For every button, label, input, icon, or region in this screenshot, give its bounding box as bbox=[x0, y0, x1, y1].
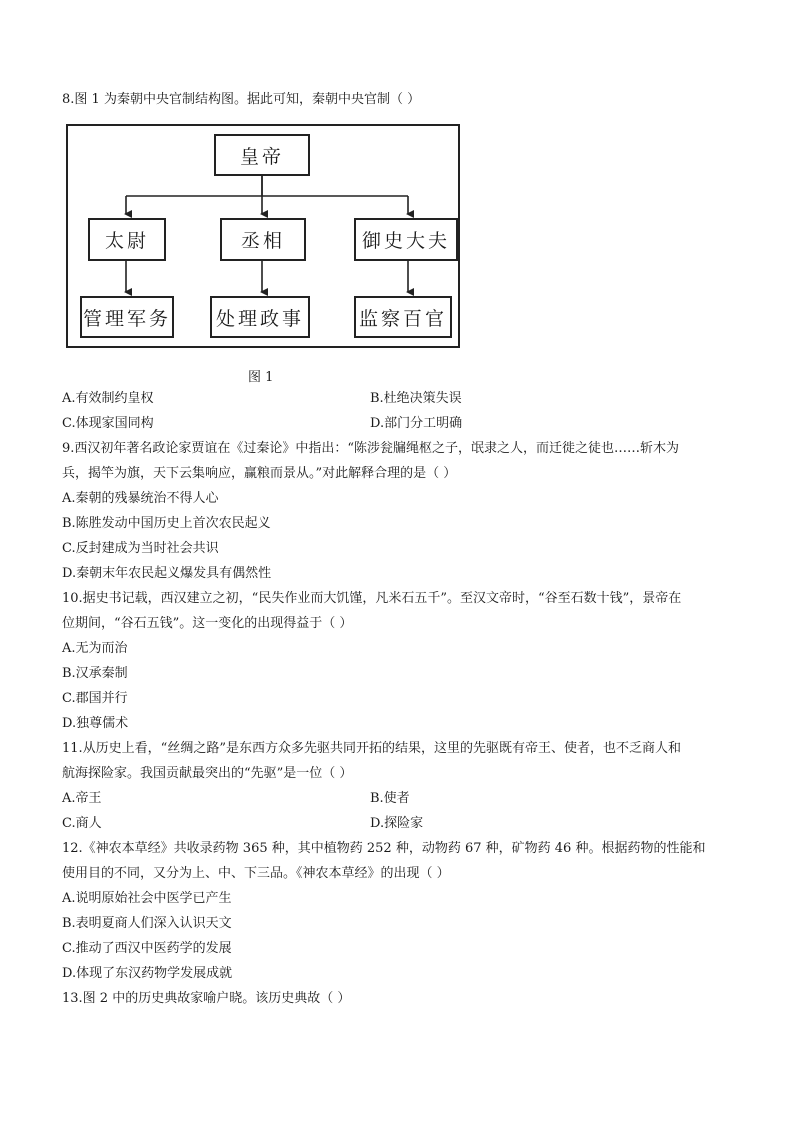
q11-option-a: A.帝王 bbox=[62, 791, 102, 806]
q12-option-b: B.表明夏商人们深入认识天文 bbox=[62, 916, 232, 931]
chart-node-yushidafu: 御史大夫 bbox=[354, 218, 458, 261]
figure-caption: 图 1 bbox=[248, 370, 274, 385]
q12-stem-line1: 12.《神农本草经》共收录药物 365 种，其中植物药 252 种，动物药 67 种，矿物药 46 种。根据药物的性能和 bbox=[62, 841, 706, 856]
q10-option-c: C.郡国并行 bbox=[62, 691, 128, 706]
q9-option-a: A.秦朝的残暴统治不得人心 bbox=[62, 491, 219, 506]
chart-node-chengxiang: 丞相 bbox=[220, 218, 306, 261]
chart-node-military: 管理军务 bbox=[80, 296, 174, 338]
chart-node-taiwei: 太尉 bbox=[88, 218, 166, 261]
q10-stem-line2: 位期间，“谷石五钱”。这一变化的出现得益于（ ） bbox=[62, 616, 353, 631]
chart-node-government: 处理政事 bbox=[210, 296, 310, 338]
q10-option-d: D.独尊儒术 bbox=[62, 716, 129, 731]
q9-option-d: D.秦朝末年农民起义爆发具有偶然性 bbox=[62, 566, 272, 581]
q8-option-c: C.体现家国同构 bbox=[62, 416, 154, 431]
chart-node-supervision: 监察百官 bbox=[354, 296, 452, 338]
q9-option-b: B.陈胜发动中国历史上首次农民起义 bbox=[62, 516, 271, 531]
q8-stem: 8.图 1 为秦朝中央官制结构图。据此可知，秦朝中央官制（ ） bbox=[62, 92, 421, 107]
q13-stem: 13.图 2 中的历史典故家喻户晓。该历史典故（ ） bbox=[62, 991, 351, 1006]
q12-option-d: D.体现了东汉药物学发展成就 bbox=[62, 966, 233, 981]
q12-option-a: A.说明原始社会中医学已产生 bbox=[62, 891, 232, 906]
q9-stem-line2: 兵，揭竿为旗，天下云集响应，赢粮而景从。”对此解释合理的是（ ） bbox=[62, 466, 457, 481]
q8-option-d: D.部门分工明确 bbox=[370, 416, 463, 431]
q10-stem-line1: 10.据史书记载，西汉建立之初，“民失作业而大饥馑，凡米石五千”。至汉文帝时，“谷至石数十钱”，景帝在 bbox=[62, 591, 682, 606]
q11-option-d: D.探险家 bbox=[370, 816, 424, 831]
q11-option-c: C.商人 bbox=[62, 816, 102, 831]
q10-option-b: B.汉承秦制 bbox=[62, 666, 128, 681]
q11-stem-line2: 航海探险家。我国贡献最突出的“先驱”是一位（ ） bbox=[62, 766, 353, 781]
q11-option-b: B.使者 bbox=[370, 791, 410, 806]
q12-stem-line2: 使用目的不同，又分为上、中、下三品。《神农本草经》的出现（ ） bbox=[62, 866, 450, 881]
q12-option-c: C.推动了西汉中医药学的发展 bbox=[62, 941, 232, 956]
q9-stem-line1: 9.西汉初年著名政论家贾谊在《过秦论》中指出：“陈涉瓮牖绳枢之子，氓隶之人，而迁徙之徒也……斩木为 bbox=[62, 441, 680, 456]
q9-option-c: C.反封建成为当时社会共识 bbox=[62, 541, 219, 556]
q8-option-b: B.杜绝决策失误 bbox=[370, 391, 462, 406]
q8-option-a: A.有效制约皇权 bbox=[62, 391, 154, 406]
chart-node-emperor: 皇帝 bbox=[214, 134, 310, 176]
org-chart-figure bbox=[66, 124, 460, 348]
q10-option-a: A.无为而治 bbox=[62, 641, 128, 656]
q11-stem-line1: 11.从历史上看，“丝绸之路”是东西方众多先驱共同开拓的结果，这里的先驱既有帝王、使者，也不乏商人和 bbox=[62, 741, 681, 756]
